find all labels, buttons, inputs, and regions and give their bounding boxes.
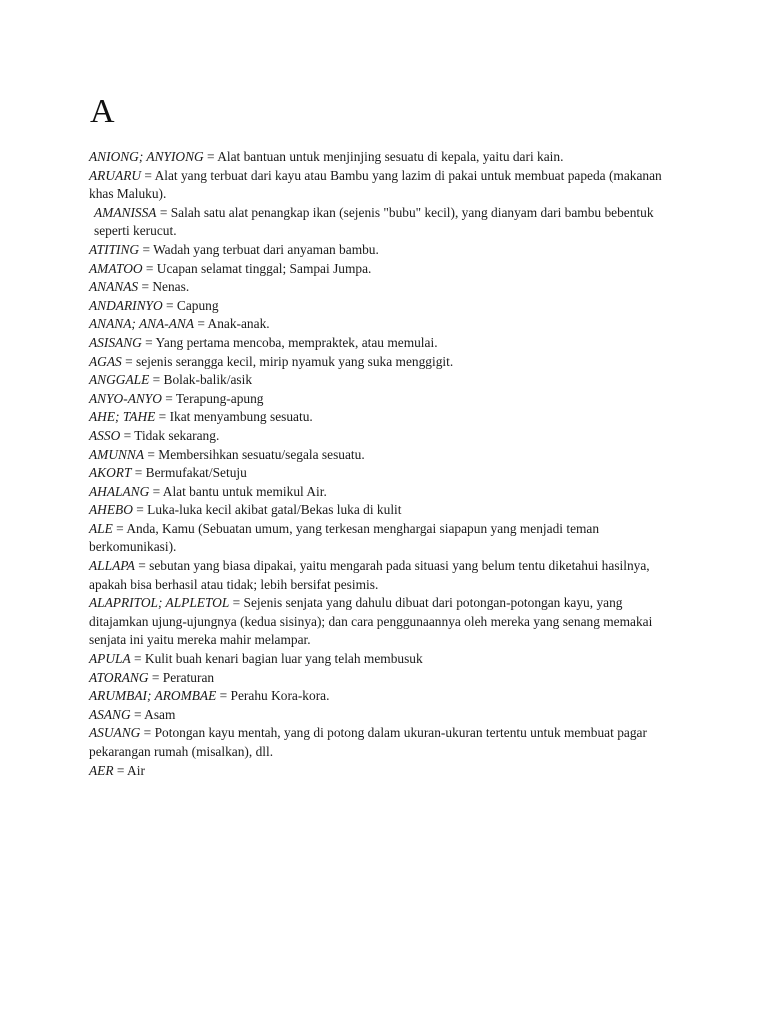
entry-definition: = Wadah yang terbuat dari anyaman bambu. <box>139 241 379 257</box>
entry-definition: = Air <box>113 762 145 778</box>
entry-definition: = Yang pertama mencoba, mempraktek, atau memulai. <box>141 334 438 350</box>
entry-definition: = Kulit buah kenari bagian luar yang telah membusuk <box>130 651 423 667</box>
entry-term: AMUNNA <box>89 446 145 462</box>
glossary-entry <box>89 353 683 372</box>
glossary-entry <box>89 148 683 167</box>
glossary-entry <box>89 724 683 761</box>
glossary-entry <box>89 706 683 725</box>
entry-definition: = Asam <box>130 706 176 722</box>
entry-definition: = Potongan kayu mentah, yang di potong dalam ukuran-ukuran tertentu untuk membuat pagar pekarangan rumah (misalkan), dll. <box>89 725 647 759</box>
entry-definition: = Luka-luka kecil akibat gatal/Bekas luka di kulit <box>132 502 402 518</box>
glossary-entry <box>89 669 683 688</box>
entry-definition: = Alat bantu untuk memikul Air. <box>149 483 327 499</box>
entry-term: ANANAS <box>89 279 139 295</box>
entry-term: ANANA; ANA-ANA <box>89 316 195 332</box>
entry-term: ASUANG <box>89 725 141 741</box>
entry-definition: = Peraturan <box>148 669 215 685</box>
entry-definition: = Anak-anak. <box>194 316 270 332</box>
entry-term: ALE <box>89 520 113 536</box>
entry-definition: = Anda, Kamu (Sebuatan umum, yang terkesan menghargai siapapun yang menjadi teman berkomunikasi). <box>89 520 600 555</box>
entry-term: ARUMBAI; AROMBAE <box>89 688 217 704</box>
entry-term: APULA <box>89 651 131 667</box>
glossary-entry <box>89 167 683 204</box>
entry-term: AMATOO <box>89 260 143 276</box>
entry-term: ANGGALE <box>89 372 150 388</box>
entry-definition: = Tidak sekarang. <box>120 427 220 443</box>
entry-term: AHEBO <box>89 502 133 518</box>
entry-definition: = Terapung-apung <box>161 390 264 406</box>
entry-term: ASSO <box>89 427 121 443</box>
entry-definition: = sejenis serangga kecil, mirip nyamuk yang suka menggigit. <box>121 353 454 369</box>
entry-definition: = Bermufakat/Setuju <box>131 465 247 481</box>
entry-term: ALLAPA <box>89 558 135 574</box>
entry-definition: = Alat yang terbuat dari kayu atau Bambu yang lazim di pakai untuk membuat papeda (makanan khas Maluku). <box>89 167 662 202</box>
entry-definition: = Salah satu alat penangkap ikan (sejenis "bubu" kecil), yang dianyam dari bambu bebentuk seperti kerucut. <box>94 204 654 239</box>
entry-term: AKORT <box>89 465 132 481</box>
entry-definition: = sebutan yang biasa dipakai, yaitu mengarah pada situasi yang belum tentu diketahui hasilnya, apakah bisa berhasil atau tidak; lebih bersifat pesimis. <box>89 558 650 592</box>
entry-term: ARUARU <box>89 167 142 183</box>
entry-definition: = Ikat menyambung sesuatu. <box>155 409 313 425</box>
glossary-entry <box>89 260 683 279</box>
glossary-entry <box>89 334 683 353</box>
glossary-entry <box>89 762 683 781</box>
glossary-entry <box>89 594 683 650</box>
entry-term: ATORANG <box>89 669 149 685</box>
entry-definition: = Alat bantuan untuk menjinjing sesuatu di kepala, yaitu dari kain. <box>203 149 564 164</box>
glossary-entry <box>89 464 683 483</box>
entry-term: AGAS <box>89 353 122 369</box>
glossary-entry <box>89 483 683 502</box>
glossary-entry <box>89 446 683 465</box>
entry-term: ASANG <box>89 706 131 722</box>
entry-term: ANDARINYO <box>89 297 163 313</box>
entry-term: AHALANG <box>89 483 150 499</box>
glossary-entry <box>89 390 683 409</box>
glossary-entry <box>89 557 683 594</box>
glossary-entry <box>89 371 683 390</box>
section-letter-heading: A <box>90 93 115 130</box>
entry-term: ANIONG; ANYIONG <box>89 149 204 164</box>
glossary-entry <box>89 650 683 669</box>
glossary-entry <box>89 427 683 446</box>
entry-definition: = Perahu Kora-kora. <box>216 688 330 704</box>
glossary-entry <box>89 501 683 520</box>
entry-term: AMANISSA <box>94 204 157 220</box>
entry-definition: = Bolak-balik/asik <box>149 372 253 388</box>
entry-term: ATITING <box>89 241 140 257</box>
entry-definition: = Nenas. <box>138 279 190 295</box>
glossary-entries <box>89 148 683 780</box>
glossary-entry <box>89 297 683 316</box>
glossary-entry <box>89 278 683 297</box>
entry-term: AER <box>89 762 114 778</box>
glossary-entry <box>89 315 683 334</box>
glossary-entry <box>89 687 683 706</box>
entry-term: ALAPRITOL; ALPLETOL <box>89 595 230 611</box>
entry-definition: = Capung <box>162 297 219 313</box>
entry-term: ASISANG <box>89 334 142 350</box>
entry-definition: = Membersihkan sesuatu/segala sesuatu. <box>144 446 365 462</box>
glossary-entry <box>89 520 683 557</box>
entry-term: ANYO-ANYO <box>89 390 162 406</box>
glossary-entry <box>89 241 683 260</box>
entry-definition: = Sejenis senjata yang dahulu dibuat dari potongan-potongan kayu, yang ditajamkan ujung-ujungnya (kedua sisinya); dan cara penggunaannya oleh mereka yang senang memakai senjata ini yaitu mereka mahir melampar. <box>89 595 653 648</box>
glossary-entry <box>89 204 683 241</box>
entry-definition: = Ucapan selamat tinggal; Sampai Jumpa. <box>142 260 372 276</box>
glossary-entry <box>89 408 683 427</box>
entry-term: AHE; TAHE <box>89 409 156 425</box>
